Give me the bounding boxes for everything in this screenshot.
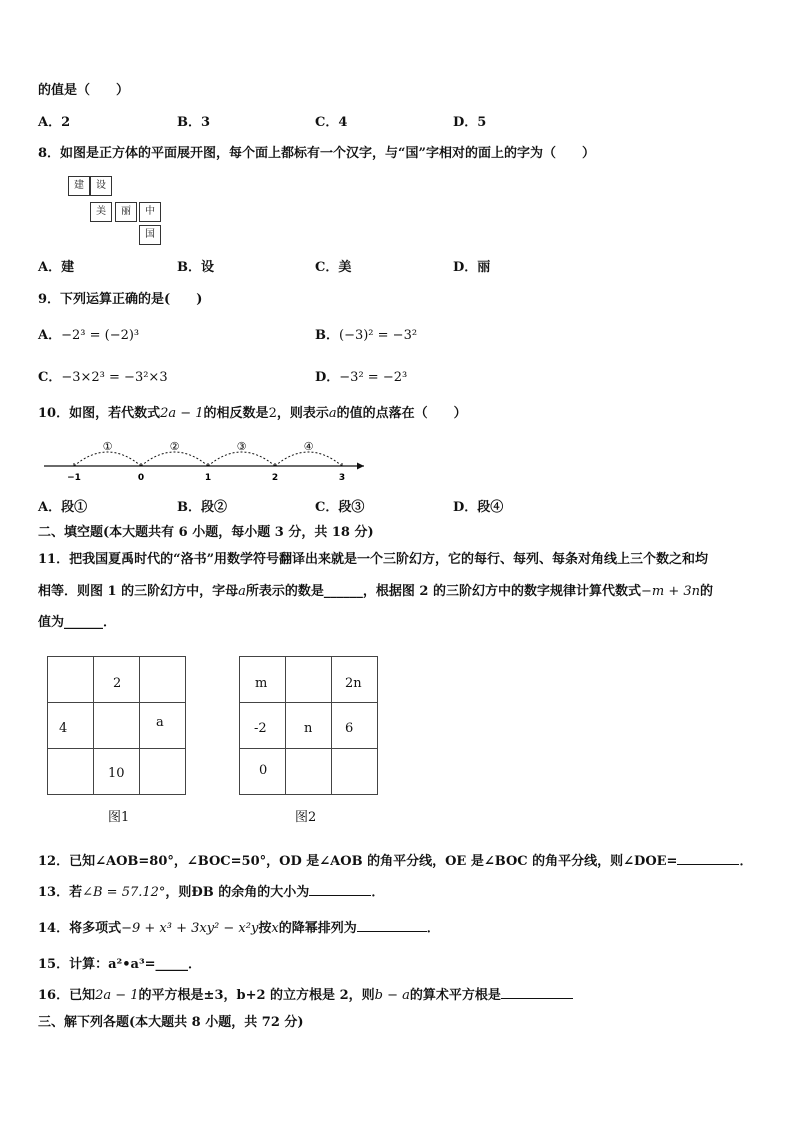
segment-label-4: ④	[303, 440, 314, 453]
q15: 15．计算：a²•a³=_____．	[38, 957, 202, 972]
fig2-cell-r1c3: 2n	[345, 676, 362, 691]
q10-stem-post: ，则表示	[276, 406, 329, 421]
fig1-cell-r1c2: 2	[113, 676, 122, 691]
tick-label: −1	[67, 473, 81, 483]
q11-line2-end: 的	[700, 584, 714, 599]
q13	[38, 884, 384, 902]
tick-label: 1	[204, 473, 212, 483]
q14-answer-blank[interactable]	[357, 931, 427, 932]
tick-label: 2	[271, 473, 279, 483]
q8-option-d: D．丽	[453, 260, 491, 275]
q9-option-d-label: D．	[315, 370, 340, 385]
q9-option-a-expr: −2³ = (−2)³	[61, 328, 140, 343]
q10-option-d: D．段④	[453, 500, 504, 515]
q14-post: 的降幂排列为	[278, 921, 357, 936]
fig1-cell-r2c3: a	[156, 715, 164, 730]
q8-option-c: C．美	[315, 260, 352, 275]
net-cell-li: 丽	[115, 202, 137, 222]
segment-arc-3	[208, 452, 275, 466]
segment-label-2: ②	[169, 440, 180, 453]
q10-stem-mid: 的相反数是	[203, 406, 269, 421]
q10-stem	[38, 405, 467, 423]
number-line-figure	[40, 434, 370, 486]
magic-square-fig2	[239, 656, 377, 794]
q10-stem-end: 的值的点落在（ ）	[336, 406, 467, 421]
magic-square-fig1	[47, 656, 185, 794]
q9-option-d-expr: −3² = −2³	[339, 370, 408, 385]
q9-option-b-expr: (−3)² = −3²	[339, 328, 418, 343]
net-cell-guo: 国	[139, 225, 161, 245]
q8-stem: 8．如图是正方体的平面展开图，每个面上都标有一个汉字，与“国”字相对的面上的字为（ ）	[38, 146, 596, 161]
q11-line2-pre: 相等．则图 1 的三阶幻方中，字母	[38, 584, 239, 599]
q9-option-b-label: B．	[315, 328, 339, 343]
q11-line2-var: a	[238, 584, 246, 599]
section-2-heading: 二、填空题(本大题共有 6 小题，每小题 3 分，共 18 分)	[38, 525, 374, 540]
fig1-caption: 图1	[108, 810, 130, 825]
tick-label: 0	[137, 473, 145, 483]
q9-stem: 9．下列运算正确的是( )	[38, 292, 203, 307]
fig2-cell-r2c1: -2	[254, 721, 267, 736]
q10-var: a	[328, 406, 337, 421]
q14-mid: 按	[258, 921, 272, 936]
q16-post: 的算术平方根是	[409, 988, 501, 1003]
fig2-cell-r2c3: 6	[345, 721, 354, 736]
segment-arc-4	[275, 452, 342, 466]
q10-expr: 2a − 1	[160, 406, 204, 421]
q16-mid: 的平方根是±3，b+2 的立方根是 2，则	[138, 988, 375, 1003]
net-cell-jian: 建	[68, 176, 90, 196]
q10-option-c: C．段③	[315, 500, 365, 515]
fig2-caption: 图2	[295, 810, 317, 825]
q8-option-a: A．建	[38, 260, 75, 275]
q11-line-2	[38, 583, 713, 601]
q13-end: ．	[371, 885, 385, 900]
fig2-cell-r1c1: m	[255, 676, 268, 691]
q7-option-b: B．3	[177, 115, 211, 130]
q14-pre: 14．将多项式	[38, 921, 122, 936]
q9-option-a	[38, 327, 139, 345]
q11-line-1: 11．把我国夏禹时代的“洛书”用数学符号翻译出来就是一个三阶幻方，它的每行、每列、每条对角线上三个数之和均	[38, 552, 709, 567]
net-cell-she: 设	[90, 176, 112, 196]
net-cell-zhong: 中	[139, 202, 161, 222]
fig1-cell-r2c1: 4	[59, 721, 68, 736]
q14-expr: −9 + x³ + 3xy² − x²y	[121, 921, 259, 936]
q13-post: ，则ÐB 的余角的大小为	[165, 885, 310, 900]
q11-line-3: 值为______．	[38, 615, 117, 630]
net-cell-mei: 美	[90, 202, 112, 222]
segment-arc-2	[141, 452, 208, 466]
q7-tail: 的值是（ ）	[38, 83, 130, 98]
q13-pre: 13．若	[38, 885, 83, 900]
q13-answer-blank[interactable]	[309, 895, 371, 896]
q13-expr: ∠B = 57.12°	[82, 885, 166, 900]
q14-var: x	[271, 921, 279, 936]
q10-option-a: A．段①	[38, 500, 88, 515]
q16-expr2: b − a	[374, 988, 410, 1003]
q11-line2-expr: −m + 3n	[640, 584, 701, 599]
segment-arc-1	[74, 452, 141, 466]
q9-option-c-expr: −3×2³ = −3²×3	[61, 370, 168, 385]
q16-answer-blank[interactable]	[501, 998, 573, 999]
q9-option-b	[315, 327, 417, 345]
q9-option-d	[315, 369, 407, 387]
fig2-cell-r3c1: 0	[259, 763, 268, 778]
q16-pre: 16．已知	[38, 988, 96, 1003]
segment-label-3: ③	[236, 440, 247, 453]
q16-expr1: 2a − 1	[95, 988, 139, 1003]
q10-option-b: B．段②	[177, 500, 227, 515]
q7-option-c: C．4	[315, 115, 348, 130]
q14	[38, 920, 440, 938]
tick-label: 3	[338, 473, 346, 483]
q14-end: ．	[426, 921, 440, 936]
q10-num: 2	[268, 406, 277, 421]
q9-option-c-label: C．	[38, 370, 62, 385]
q11-line2-mid: 所表示的数是______，根据图 2 的三阶幻方中的数字规律计算代数式	[245, 584, 641, 599]
q12-answer-blank[interactable]	[677, 864, 739, 865]
fig2-cell-r2c2: n	[304, 721, 313, 736]
q12-text: 12．已知∠AOB=80°，∠BOC=50°，OD 是∠AOB 的角平分线，OE 是∠BOC 的角平分线，则∠DOE=	[38, 854, 678, 869]
q8-option-b: B．设	[177, 260, 214, 275]
q16	[38, 987, 573, 1005]
q9-option-c	[38, 369, 168, 387]
q7-option-a: A．2	[38, 115, 71, 130]
q12-end: ．	[739, 854, 753, 869]
fig1-cell-r3c2: 10	[108, 766, 125, 781]
q12	[38, 853, 752, 871]
section-3-heading: 三、解下列各题(本大题共 8 小题，共 72 分)	[38, 1015, 304, 1030]
q9-option-a-label: A．	[38, 328, 62, 343]
q10-stem-pre: 10．如图，若代数式	[38, 406, 161, 421]
q7-option-d: D．5	[453, 115, 487, 130]
segment-label-1: ①	[102, 440, 113, 453]
